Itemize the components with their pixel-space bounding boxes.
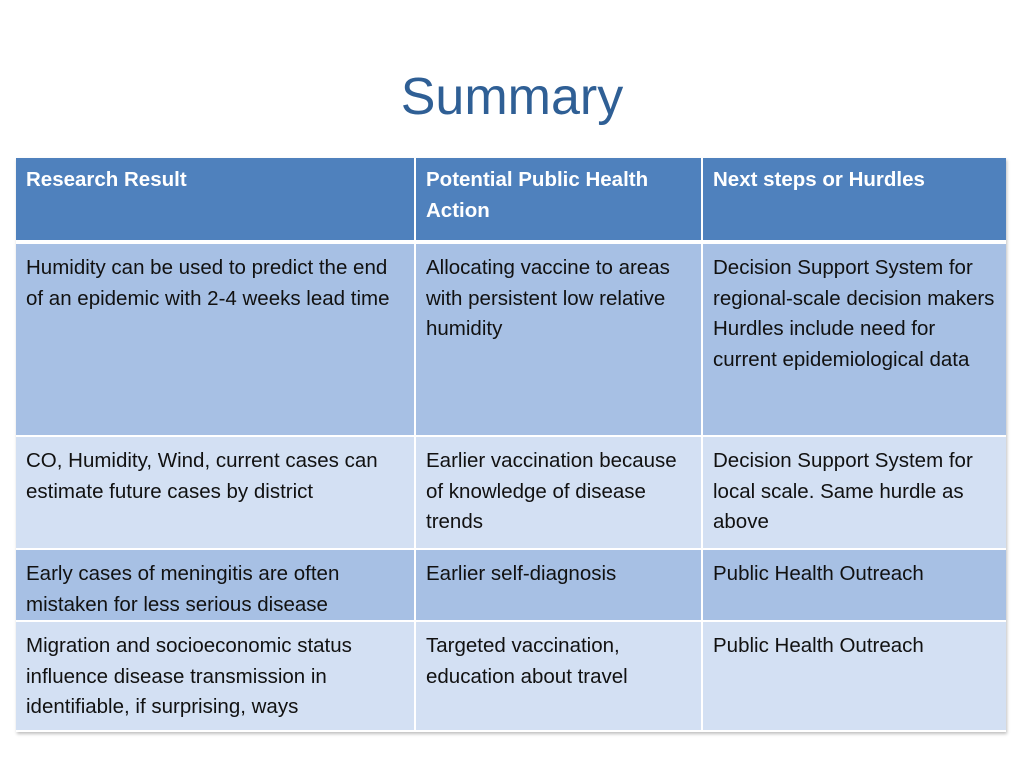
table-row <box>16 242 1006 436</box>
next-steps-cell <box>702 242 1006 436</box>
research-result-cell: CO, Humidity, Wind, current cases can estimate future cases by district <box>16 436 415 549</box>
next-steps-line: Public Health Outreach <box>713 634 924 658</box>
public-health-action-cell: Targeted vaccination, education about travel <box>415 621 702 731</box>
next-steps-line: Decision Support System for local scale. Same hurdle as above <box>713 449 973 534</box>
next-steps-line: Hurdles include need for current epidemiological data <box>713 317 970 371</box>
research-result-cell: Migration and socioeconomic status influence disease transmission in identifiable, if surprising, ways <box>16 621 415 731</box>
public-health-action-cell: Earlier vaccination because of knowledge of disease trends <box>415 436 702 549</box>
next-steps-line: Public Health Outreach <box>713 562 924 585</box>
header-next-steps: Next steps or Hurdles <box>713 168 925 191</box>
slide-title: Summary <box>400 68 624 126</box>
next-steps-line: Decision Support System for regional-scale decision makers <box>713 256 995 310</box>
public-health-action-cell: Earlier self-diagnosis <box>415 549 702 621</box>
next-steps-cell <box>702 549 1006 621</box>
research-result-cell: Early cases of meningitis are often mistaken for less serious disease <box>16 549 415 621</box>
next-steps-cell <box>702 621 1006 731</box>
table-row <box>16 436 1006 549</box>
summary-table <box>16 158 1006 732</box>
header-public-health-action: Potential Public Health Action <box>415 158 702 242</box>
public-health-action-cell: Allocating vaccine to areas with persistent low relative humidity <box>415 242 702 436</box>
table-row <box>16 621 1006 731</box>
header-research-result: Research Result <box>16 158 415 242</box>
next-steps-cell <box>702 436 1006 549</box>
research-result-cell: Humidity can be used to predict the end of an epidemic with 2-4 weeks lead time <box>16 242 415 436</box>
table-row <box>16 549 1006 621</box>
table-header-row <box>16 158 1006 242</box>
